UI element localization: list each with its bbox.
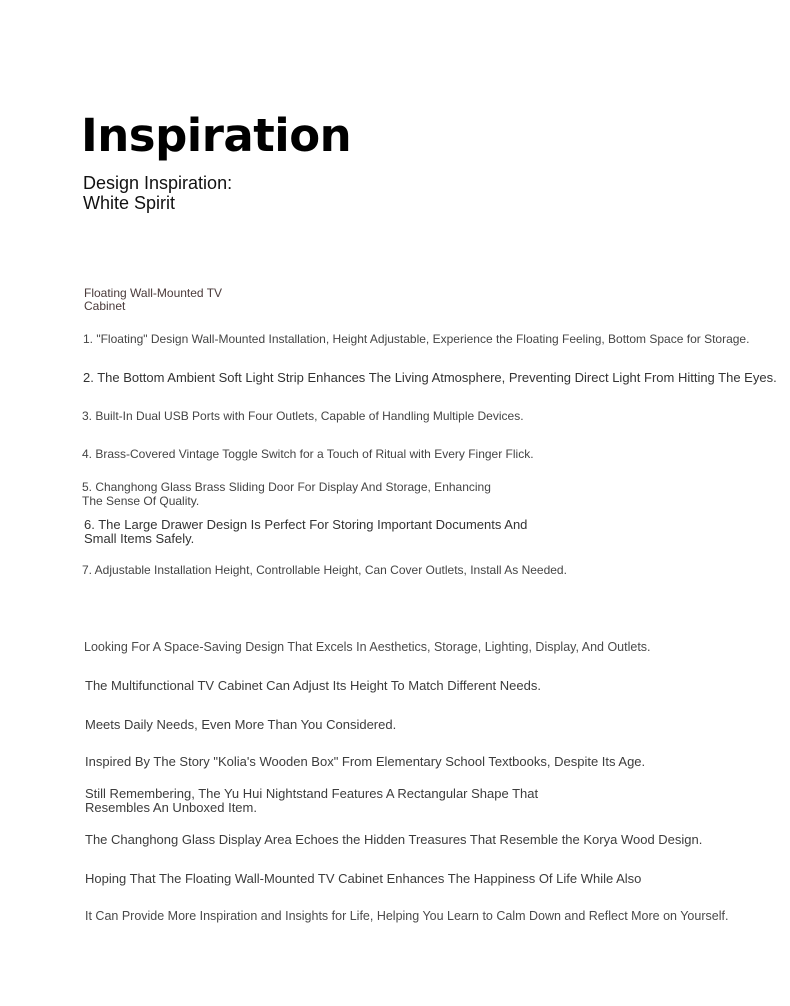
feature-item: 3. Built-In Dual USB Ports with Four Outlets, Capable of Handling Multiple Devices.: [82, 409, 524, 423]
subtitle-line-2: White Spirit: [83, 193, 176, 213]
feature-item: [84, 518, 527, 546]
feature-item: [82, 480, 491, 508]
feature-item-line-2: Small Items Safely.: [84, 531, 195, 546]
feature-item-line-2: The Sense Of Quality.: [82, 494, 200, 508]
story-line-1: Still Remembering, The Yu Hui Nightstand Features A Rectangular Shape That: [85, 786, 539, 801]
feature-item: 7. Adjustable Installation Height, Controllable Height, Can Cover Outlets, Install As Needed.: [82, 563, 567, 577]
feature-item: 2. The Bottom Ambient Soft Light Strip Enhances The Living Atmosphere, Preventing Direct Light From Hitting The Eyes.: [83, 370, 777, 385]
feature-item-line-1: 5. Changhong Glass Brass Sliding Door For Display And Storage, Enhancing: [82, 480, 491, 494]
page-title: Inspiration: [81, 109, 352, 162]
product-name-line-2: Cabinet: [84, 299, 126, 313]
story-line: The Multifunctional TV Cabinet Can Adjust Its Height To Match Different Needs.: [85, 678, 541, 693]
story-line: Hoping That The Floating Wall-Mounted TV Cabinet Enhances The Happiness Of Life While Also: [85, 871, 642, 886]
story-line: Inspired By The Story "Kolia's Wooden Box" From Elementary School Textbooks, Despite Its Age.: [85, 754, 646, 769]
design-inspiration-subtitle: [83, 173, 232, 213]
feature-item: 4. Brass-Covered Vintage Toggle Switch for a Touch of Ritual with Every Finger Flick.: [82, 447, 534, 461]
story-line-2: Resembles An Unboxed Item.: [85, 800, 257, 815]
story-line: Looking For A Space-Saving Design That Excels In Aesthetics, Storage, Lighting, Display, And Outlets.: [84, 640, 651, 654]
story-line: [85, 787, 538, 815]
product-name-line-1: Floating Wall-Mounted TV: [84, 286, 223, 300]
feature-item-line-1: 6. The Large Drawer Design Is Perfect For Storing Important Documents And: [84, 517, 528, 532]
feature-item: 1. "Floating" Design Wall-Mounted Installation, Height Adjustable, Experience the Floating Feeling, Bottom Space for Storage.: [83, 332, 750, 346]
story-line: It Can Provide More Inspiration and Insights for Life, Helping You Learn to Calm Down and Reflect More on Yourself.: [85, 909, 729, 923]
story-line: Meets Daily Needs, Even More Than You Considered.: [85, 717, 397, 732]
product-name: [84, 287, 222, 313]
subtitle-line-1: Design Inspiration:: [83, 173, 233, 193]
story-line: The Changhong Glass Display Area Echoes the Hidden Treasures That Resemble the Korya Wood Design.: [85, 832, 703, 847]
